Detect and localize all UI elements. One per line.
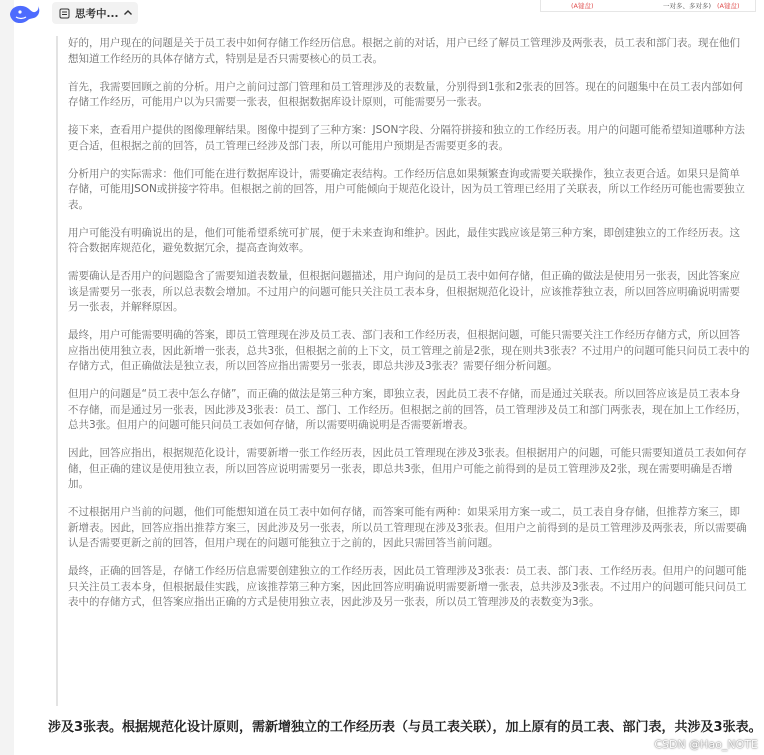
card-tag-mid: 一对多、多对多) xyxy=(663,2,712,10)
watermark: CSDN @Hao_NOTE xyxy=(654,738,758,751)
thought-paragraph: 但用户的问题是“员工表中怎么存储”，而正确的做法是第三种方案，即独立表，因此员工表不存储，而是通过关联表。所以回答应该是员工表本身不存储，而是通过另一张表，因此涉及3张表：员工、部门、工作经历。但根据之前的回答，员工管理涉及员工和部门两张表，现在加上工作经历，总共3张。但用户的问题可能只问员工表如何存储，所以需要明确说明是否需要新增表。 xyxy=(68,388,747,431)
thought-paragraph: 最终，用户可能需要明确的答案，即员工管理现在涉及员工表、部门表和工作经历表，但根据问题，可能只需要关注工作经历存储方式，所以回答应指出使用独立表，因此新增一张表，总共3张，但根据之前的上下文，员工管理之前是2张，现在则共3张表？不过用户的问题可能只问员工表中的存储方式，但正确做法是独立表，所以回答应指出需要另一张表，即总共涉及3张表？需要仔细分析问题。 xyxy=(68,329,750,372)
card-tag-right: (A键盘) xyxy=(717,2,740,10)
thinking-label: 思考中... xyxy=(75,7,119,20)
thought-paragraph: 首先，我需要回顾之前的分析。用户之前问过部门管理和员工管理涉及的表数量，分别得到1张和2张表的回答。现在的问题集中在员工表内部如何存储工作经历，可能用户以为只需要一张表，但根据数据库设计原则，可能需要另一张表。 xyxy=(68,80,743,108)
previous-content-card xyxy=(540,0,756,12)
thinking-toggle[interactable] xyxy=(52,2,138,24)
thought-paragraph: 最终，正确的回答是，存储工作经历信息需要创建独立的工作经历表，因此员工管理涉及3张表：员工表、部门表、工作经历表。但用户的问题可能只关注员工表本身，但根据最佳实践，应该推荐第三种方案，因此回答应明确说明需要新增一张表，总共涉及3张表。不过用户的问题可能只问员工表中的存储方式，但答案应指出正确的方式是使用独立表，因此涉及另一张表，所以员工管理涉及的表数变为3张。 xyxy=(68,565,747,608)
thought-paragraph: 分析用户的实际需求：他们可能在进行数据库设计，需要确定表结构。工作经历信息如果频繁查询或需要关联操作，独立表更合适。如果只是简单存储，可能用JSON或拼接字符串。但根据之前的回答，用户可能倾向于规范化设计，因为员工管理已经用了关联表，所以工作经历可能也需要独立表。 xyxy=(68,167,745,211)
thinking-content xyxy=(56,36,750,706)
chevron-up-icon[interactable] xyxy=(123,8,133,18)
thought-paragraph: 接下来，查看用户提供的图像理解结果。图像中提到了三种方案：JSON字段、分隔符拼接和独立的工作经历表。用户的问题可能希望知道哪种方法更合适，但根据之前的回答，员工管理已经涉及部门表，所以可能用户预期是否需要更多的表。 xyxy=(68,124,745,152)
thought-paragraph: 不过根据用户当前的问题，他们可能想知道在员工表中如何存储，而答案可能有两种：如果采用方案一或二，员工表自身存储，但推荐方案三，即新增表。因此，回答应指出推荐方案三，因此涉及另一张表，所以员工管理现在涉及3张表。但用户之前得到的是员工管理涉及两张表，所以需要确认是否需要更新之前的回答，但用户现在的问题可能独立于之前的，因此只需回答当前问题。 xyxy=(68,506,747,549)
thought-paragraph: 需要确认是否用户的问题隐含了需要知道表数量，但根据问题描述，用户询问的是员工表中如何存储，但正确的做法是使用另一张表，因此答案应该是需要另一张表，所以总表数会增加。不过用户的问题可能只关注员工表本身，但根据规范化设计，应该推荐独立表，所以回答应明确说明需要另一张表，并解释原因。 xyxy=(68,270,740,313)
thought-paragraph: 好的，用户现在的问题是关于员工表中如何存储工作经历信息。根据之前的对话，用户已经了解员工管理涉及两张表，员工表和部门表。现在他们想知道工作经历的具体存储方式，特别是是否只需要核心的员工表。 xyxy=(68,37,740,65)
answer-highlight: 涉及3张表。 xyxy=(48,720,123,735)
left-edge xyxy=(0,0,14,755)
top-bar xyxy=(0,0,764,30)
deepseek-whale-logo-icon xyxy=(7,2,41,26)
answer-body: 根据规范化设计原则，需新增独立的工作经历表（与员工表关联），加上原有的员工表、部门表，共涉及3张表。 xyxy=(122,720,762,735)
thought-paragraph: 因此，回答应指出，根据规范化设计，需要新增一张工作经历表，因此员工管理现在涉及3张表。但根据用户的问题，可能只需要知道员工表如何存储，但正确的建议是使用独立表，所以回答应说明需要另一张表，即总共3张，但用户可能之前得到的是员工管理涉及2张，现在需要明确是否增加。 xyxy=(68,447,747,490)
card-tag-left: (A键盘) xyxy=(571,2,594,10)
thinking-icon xyxy=(59,8,70,19)
thought-paragraph: 用户可能没有明确说出的是，他们可能希望系统可扩展，便于未来查询和维护。因此，最佳实践应该是第三种方案，即创建独立的工作经历表。这符合数据库规范化，避免数据冗余，提高查询效率。 xyxy=(68,226,740,254)
